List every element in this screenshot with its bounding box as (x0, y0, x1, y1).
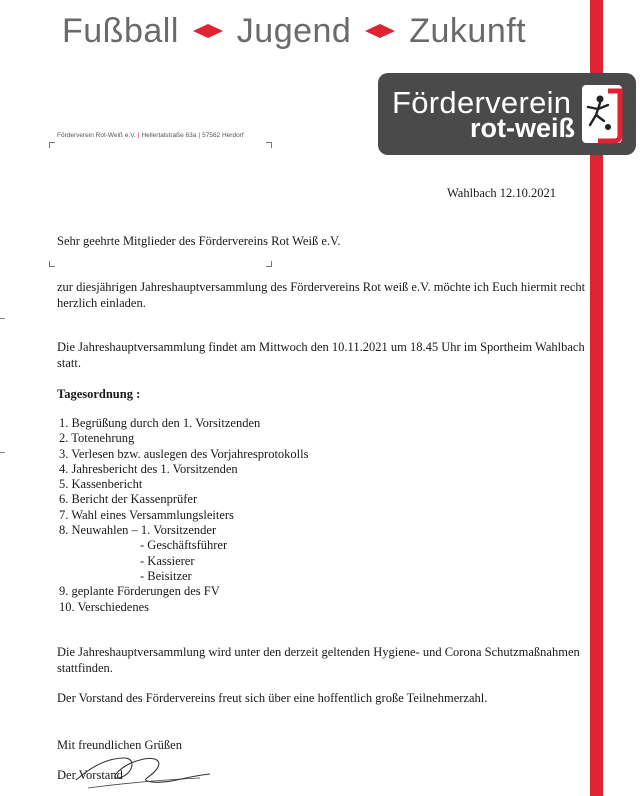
sender-street: Hellertalstraße 63a (141, 132, 197, 139)
agenda-item: 3. Verlesen bzw. auslegen des Vorjahresprotokolls (59, 446, 309, 461)
address-separator: | (137, 132, 140, 139)
agenda-item: 7. Wahl eines Versammlungsleiters (59, 507, 234, 522)
address-window-corner (266, 261, 272, 267)
agenda-subitem: - Geschäftsführer (140, 538, 228, 553)
sender-name: Förderverein Rot-Weiß e.V. (57, 132, 136, 139)
letter-greeting: Sehr geehrte Mitglieder des Fördervereins Rot Weiß e.V. (57, 234, 341, 248)
invitation-paragraph: zur diesjährigen Jahreshauptversammlung des Fördervereins Rot weiß e.V. möchte ich Euch hiermit recht herzlich einladen. (57, 280, 586, 310)
address-separator: | (198, 132, 201, 139)
agenda-item: 10. Verschiedenes (59, 599, 150, 614)
fold-mark (0, 452, 5, 453)
address-window-corner (49, 261, 55, 267)
logo-line-2: rot-weiß (470, 113, 575, 143)
slogan-word-1: Fußball (62, 11, 179, 50)
agenda-item: 9. geplante Förderungen des FV (59, 584, 220, 599)
fold-mark (0, 318, 5, 319)
meeting-details-paragraph: Die Jahreshauptversammlung findet am Mittwoch den 10.11.2021 um 18.45 Uhr im Sportheim Wahlbach statt. (57, 340, 585, 370)
letter-date: Wahlbach 12.10.2021 (447, 186, 557, 200)
agenda-item: 4. Jahresbericht des 1. Vorsitzenden (59, 461, 238, 476)
logo-line-1: Förderverein (392, 85, 572, 120)
agenda-item: 8. Neuwahlen – 1. Vorsitzender (59, 523, 217, 538)
slogan-word-2: Jugend (236, 11, 352, 50)
address-window-corner (266, 142, 272, 148)
agenda-item: 6. Bericht der Kassenprüfer (59, 492, 198, 507)
agenda-subitem: - Beisitzer (140, 568, 192, 583)
agenda-title: Tagesordnung : (57, 387, 141, 401)
sender-city: 57562 Herdorf (202, 132, 244, 139)
sender-address-line (57, 132, 244, 139)
closing-paragraph: Der Vorstand des Fördervereins freut sich über eine hoffentlich große Teilnehmerzahl. (57, 691, 488, 705)
hygiene-paragraph: Die Jahreshauptversammlung wird unter den derzeit geltenden Hygiene- und Corona Schutzmaßnahmen stattfinden. (57, 645, 580, 675)
letterhead-slogan (62, 10, 526, 51)
signoff-text: Der Vorstand (57, 768, 123, 782)
agenda-subitem: - Kassierer (140, 553, 195, 568)
club-logo (378, 73, 636, 155)
red-diamond-icon (365, 24, 395, 38)
agenda-item: 1. Begrüßung durch den 1. Vorsitzenden (59, 416, 261, 430)
soccer-player-icon (578, 83, 626, 145)
red-diamond-icon (193, 24, 223, 38)
complimentary-close: Mit freundlichen Grüßen (57, 738, 182, 752)
agenda-list (59, 416, 309, 615)
agenda-item: 2. Totenehrung (59, 431, 135, 446)
address-window-corner (49, 142, 55, 148)
handwritten-signature (68, 736, 218, 794)
agenda-item: 5. Kassenbericht (59, 477, 143, 492)
slogan-word-3: Zukunft (409, 11, 527, 50)
